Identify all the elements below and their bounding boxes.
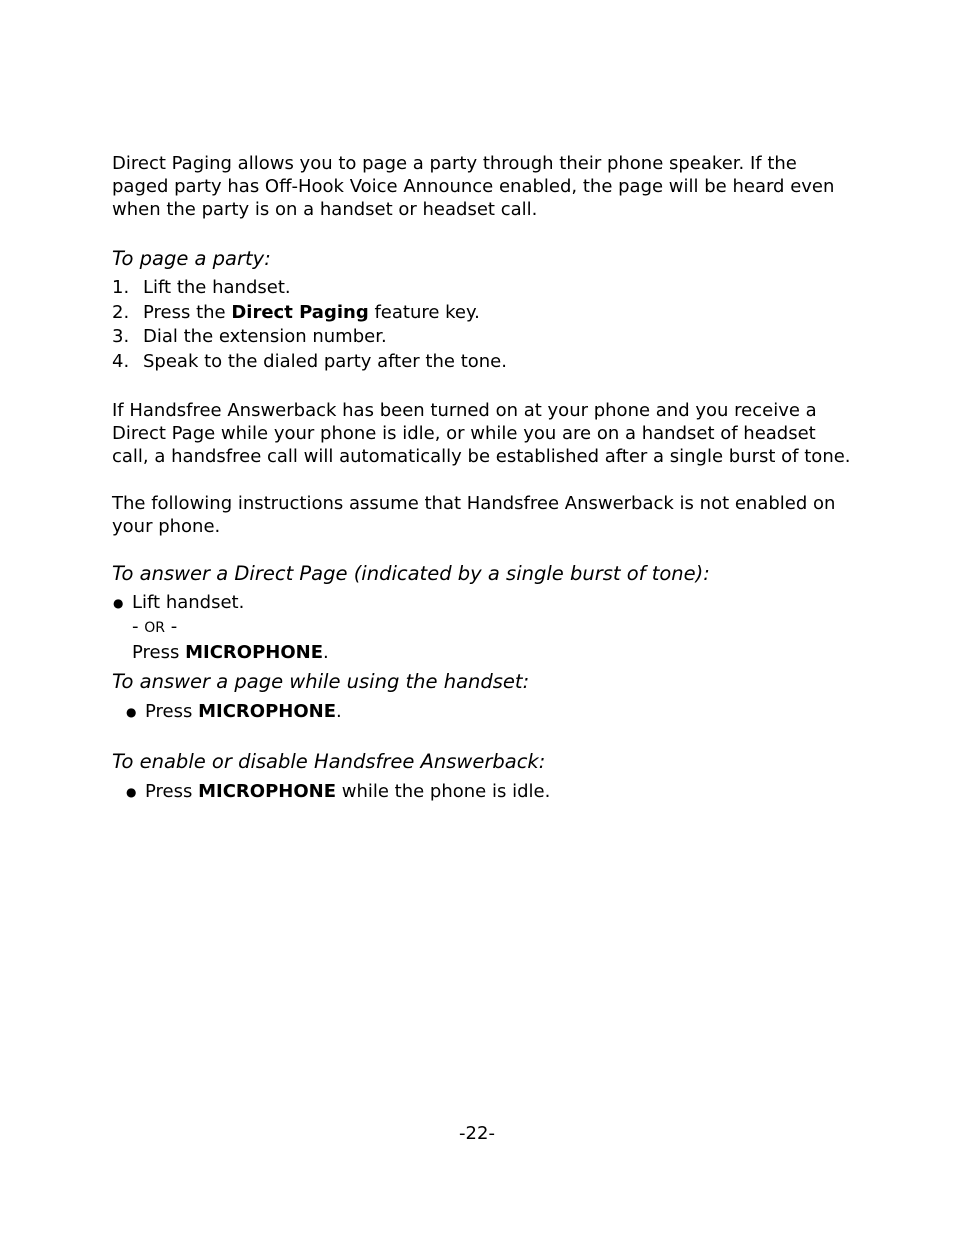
step-text bbox=[143, 276, 291, 301]
microphone-key-name: MICROPHONE bbox=[198, 780, 337, 802]
document-body bbox=[112, 152, 852, 804]
page-number: -22- bbox=[459, 1123, 495, 1144]
press-text: Press bbox=[145, 701, 199, 723]
step-text-after: feature key. bbox=[368, 301, 480, 323]
answer-handset-bullet bbox=[112, 700, 852, 725]
step-item bbox=[112, 350, 852, 375]
or-text: OR bbox=[144, 620, 165, 637]
microphone-key-name: MICROPHONE bbox=[198, 701, 337, 723]
assumption-paragraph: The following instructions assume that Handsfree Answerback is not enabled on your phone. bbox=[112, 492, 836, 537]
step-text bbox=[143, 350, 507, 375]
step-text-before: Dial the extension number. bbox=[143, 326, 387, 348]
or-dash-left: - bbox=[132, 616, 145, 638]
bullet-icon: ● bbox=[126, 705, 137, 720]
after-text: while the phone is idle. bbox=[336, 780, 551, 802]
step-number: 4. bbox=[112, 351, 130, 373]
heading-answer-with-handset: To answer a page while using the handset: bbox=[112, 670, 530, 694]
bullet-line-lift: Lift handset. bbox=[132, 591, 245, 613]
bullet-line-press bbox=[145, 700, 852, 725]
step-text-before: Speak to the dialed party after the tone. bbox=[143, 351, 507, 373]
press-text: Press bbox=[132, 641, 186, 663]
heading-page-party: To page a party: bbox=[112, 247, 271, 270]
feature-key-name: Direct Paging bbox=[231, 301, 369, 323]
step-text-before: Lift the handset. bbox=[143, 277, 291, 298]
or-dash-right: - bbox=[164, 616, 178, 638]
microphone-key-name: MICROPHONE bbox=[185, 641, 324, 663]
handsfree-paragraph: If Handsfree Answerback has been turned on at your phone and you receive a Direct Page while your phone is idle, or while you are on a handset of headset call, a handsfree call will automatically be established after a single burst of tone. bbox=[112, 399, 851, 467]
heading-answer-direct-page: To answer a Direct Page (indicated by a single burst of tone): bbox=[112, 561, 710, 585]
step-item bbox=[112, 301, 852, 326]
step-number: 2. bbox=[112, 301, 130, 323]
toggle-answerback-bullet bbox=[112, 780, 852, 805]
step-number: 1. bbox=[112, 277, 130, 298]
period-text: . bbox=[336, 701, 342, 723]
intro-paragraph: Direct Paging allows you to page a party through their phone speaker. If the paged party has Off-Hook Voice Announce enabled, the page will be heard even when the party is on a handset or headset call. bbox=[112, 153, 835, 220]
heading-toggle-answerback: To enable or disable Handsfree Answerback: bbox=[112, 749, 546, 773]
step-text bbox=[143, 301, 480, 326]
press-text: Press bbox=[145, 780, 199, 802]
period-text: . bbox=[323, 641, 329, 663]
step-item bbox=[112, 276, 852, 301]
step-text bbox=[143, 325, 387, 350]
bullet-icon: ● bbox=[113, 595, 124, 610]
bullet-icon: ● bbox=[126, 784, 137, 799]
step-number: 3. bbox=[112, 326, 130, 348]
bullet-line-press bbox=[132, 641, 852, 666]
answer-direct-page-bullet bbox=[112, 591, 852, 666]
or-separator bbox=[132, 615, 852, 641]
page-party-steps bbox=[112, 276, 852, 375]
step-text-before: Press the bbox=[143, 301, 232, 323]
bullet-line-press bbox=[145, 780, 852, 805]
step-item bbox=[112, 325, 852, 350]
